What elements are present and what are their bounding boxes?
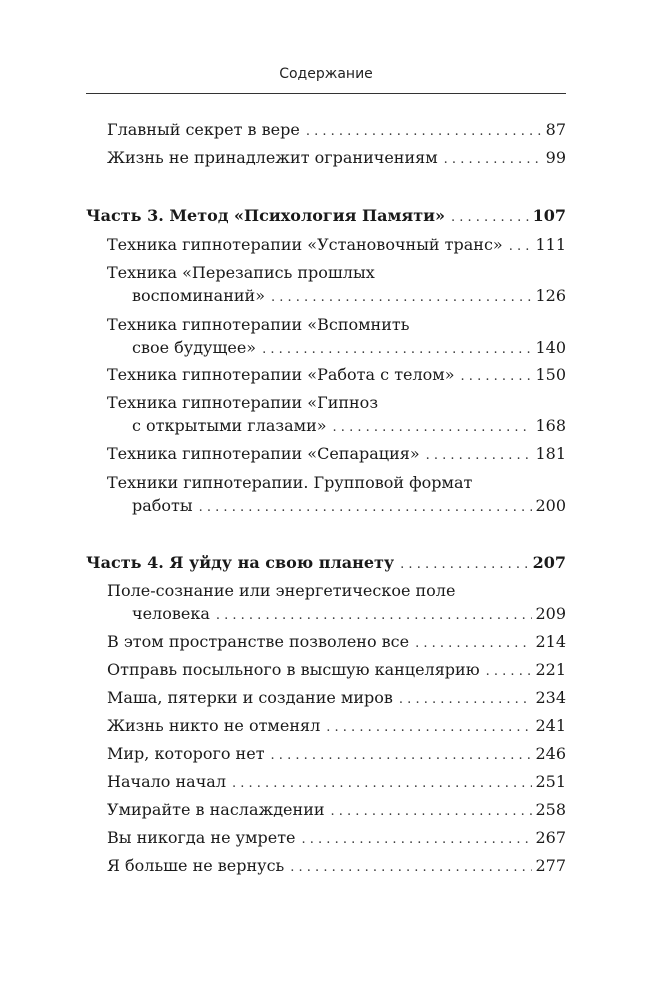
toc-entry[interactable] bbox=[107, 631, 566, 653]
toc-entry-page: 241 bbox=[535, 716, 566, 735]
toc-entry-page: 111 bbox=[535, 235, 566, 254]
toc-entry[interactable] bbox=[107, 119, 566, 141]
toc-entry-title: В этом пространстве позволено все bbox=[107, 632, 410, 651]
toc-entry-title: Техника гипнотерапии «Работа с телом» bbox=[107, 365, 455, 384]
toc-entry-page: 234 bbox=[535, 688, 566, 707]
toc-leader-dots bbox=[509, 236, 533, 258]
toc-entry-page: 99 bbox=[545, 148, 566, 167]
toc-leader-dots bbox=[415, 633, 532, 655]
toc-entry-page: 181 bbox=[535, 444, 566, 463]
toc-leader-dots bbox=[232, 773, 532, 795]
toc-entry[interactable] bbox=[107, 147, 566, 169]
toc-entry[interactable] bbox=[107, 715, 566, 737]
toc-part-page: 207 bbox=[532, 553, 566, 572]
toc-leader-dots bbox=[426, 445, 533, 467]
toc-entry[interactable] bbox=[132, 415, 566, 437]
toc-entry-page: 140 bbox=[535, 338, 566, 357]
toc-entry-page: 126 bbox=[535, 286, 566, 305]
toc-entry-title-first-line[interactable]: Поле-сознание или энергетическое поле bbox=[107, 581, 456, 600]
toc-entry-page: 251 bbox=[535, 772, 566, 791]
toc-entry-page: 87 bbox=[545, 120, 566, 139]
toc-entry-title: Я больше не вернусь bbox=[107, 856, 285, 875]
toc-entry-title: Мир, которого нет bbox=[107, 744, 265, 763]
toc-entry-title-continued: работы bbox=[132, 496, 193, 515]
toc-entry-page: 277 bbox=[535, 856, 566, 875]
toc-entry-page: 214 bbox=[535, 632, 566, 651]
toc-entry-title: Отправь посыльного в высшую канцелярию bbox=[107, 660, 480, 679]
toc-entry-title: Техника гипнотерапии «Установочный транс» bbox=[107, 235, 503, 254]
toc-entry-title: Умирайте в наслаждении bbox=[107, 800, 325, 819]
toc-entry[interactable] bbox=[107, 234, 566, 256]
toc-leader-dots bbox=[451, 207, 530, 229]
toc-entry[interactable] bbox=[107, 443, 566, 465]
toc-entry-title-continued: с открытыми глазами» bbox=[132, 416, 327, 435]
toc-leader-dots bbox=[199, 497, 533, 519]
toc-leader-dots bbox=[306, 121, 543, 143]
toc-entry-page: 150 bbox=[535, 365, 566, 384]
toc-leader-dots bbox=[486, 661, 533, 683]
toc-leader-dots bbox=[262, 339, 532, 361]
toc-entry-page: 258 bbox=[535, 800, 566, 819]
toc-entry-title: Техника гипнотерапии «Сепарация» bbox=[107, 444, 420, 463]
toc-entry-title-first-line[interactable]: Техника гипнотерапии «Вспомнить bbox=[107, 315, 410, 334]
toc-entry-title: Жизнь никто не отменял bbox=[107, 716, 321, 735]
toc-part-page: 107 bbox=[532, 206, 566, 225]
toc-entry-page: 246 bbox=[535, 744, 566, 763]
toc-entry[interactable] bbox=[132, 285, 566, 307]
toc-entry[interactable] bbox=[132, 603, 566, 625]
toc-entry-page: 200 bbox=[535, 496, 566, 515]
toc-entry[interactable] bbox=[107, 771, 566, 793]
header-rule bbox=[86, 93, 566, 94]
toc-entry-title-continued: человека bbox=[132, 604, 210, 623]
toc-leader-dots bbox=[302, 829, 533, 851]
toc-leader-dots bbox=[400, 554, 529, 576]
toc-entry-page: 168 bbox=[535, 416, 566, 435]
toc-entry-title: Маша, пятерки и создание миров bbox=[107, 688, 393, 707]
toc-entry-title-first-line[interactable]: Техники гипнотерапии. Групповой формат bbox=[107, 473, 473, 492]
toc-entry[interactable] bbox=[107, 743, 566, 765]
toc-entry[interactable] bbox=[107, 364, 566, 386]
running-header: Содержание bbox=[279, 66, 373, 82]
toc-part-title: Часть 4. Я уйду на свою планету bbox=[86, 553, 395, 572]
toc-entry-page: 209 bbox=[535, 604, 566, 623]
toc-leader-dots bbox=[326, 717, 532, 739]
toc-entry[interactable] bbox=[132, 337, 566, 359]
toc-leader-dots bbox=[331, 801, 533, 823]
toc-entry[interactable] bbox=[107, 687, 566, 709]
toc-leader-dots bbox=[461, 366, 533, 388]
toc-leader-dots bbox=[333, 417, 533, 439]
toc-entry-title: Жизнь не принадлежит ограничениям bbox=[107, 148, 438, 167]
toc-entry-page: 221 bbox=[535, 660, 566, 679]
toc-entry-title: Главный секрет в вере bbox=[107, 120, 300, 139]
toc-entry[interactable] bbox=[107, 855, 566, 877]
toc-leader-dots bbox=[271, 745, 533, 767]
toc-entry-title: Вы никогда не умрете bbox=[107, 828, 296, 847]
toc-entry[interactable] bbox=[132, 495, 566, 517]
toc-entry-title: Начало начал bbox=[107, 772, 226, 791]
toc-entry-title-continued: свое будущее» bbox=[132, 338, 257, 357]
toc-entry-page: 267 bbox=[535, 828, 566, 847]
toc-part-heading[interactable] bbox=[86, 205, 566, 227]
toc-leader-dots bbox=[290, 857, 532, 879]
toc-entry[interactable] bbox=[107, 799, 566, 821]
toc-leader-dots bbox=[216, 605, 533, 627]
toc-leader-dots bbox=[271, 287, 532, 309]
toc-leader-dots bbox=[444, 149, 543, 171]
toc-entry-title-first-line[interactable]: Техника «Перезапись прошлых bbox=[107, 263, 375, 282]
toc-leader-dots bbox=[399, 689, 533, 711]
toc-entry[interactable] bbox=[107, 827, 566, 849]
toc-part-heading[interactable] bbox=[86, 552, 566, 574]
toc-part-title: Часть 3. Метод «Психология Памяти» bbox=[86, 206, 445, 225]
toc-entry-title-first-line[interactable]: Техника гипнотерапии «Гипноз bbox=[107, 393, 379, 412]
toc-entry-title-continued: воспоминаний» bbox=[132, 286, 265, 305]
toc-entry[interactable] bbox=[107, 659, 566, 681]
